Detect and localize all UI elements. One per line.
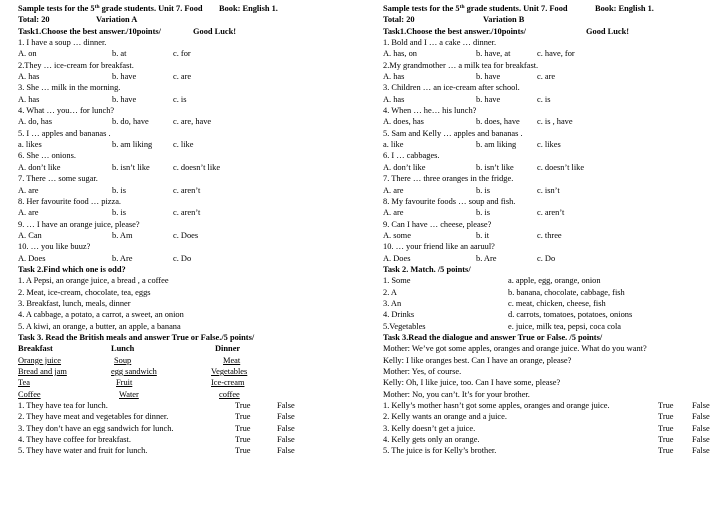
test-title-text bbox=[383, 3, 568, 14]
statement-text: 1. Kelly’s mother hasn’t got some apples, oranges and orange juice. bbox=[383, 401, 610, 411]
option-c: c. like bbox=[173, 140, 194, 150]
option-c: c. Do bbox=[537, 253, 556, 263]
answer-options-6 bbox=[383, 162, 713, 173]
match-right: e. juice, milk tea, pepsi, coca cola bbox=[508, 321, 622, 331]
true-false-statement bbox=[383, 400, 713, 411]
odd-one-item bbox=[18, 321, 360, 332]
option-c: c. likes bbox=[537, 140, 561, 150]
match-left: 4. Drinks bbox=[383, 310, 415, 320]
header-breakfast: Breakfast bbox=[18, 344, 53, 354]
option-c: c. have, for bbox=[537, 49, 575, 59]
option-c: c. doesn’t like bbox=[537, 162, 585, 172]
odd-one-item bbox=[18, 298, 360, 309]
false-option: False bbox=[692, 401, 710, 411]
meal-item: Bread and jam bbox=[18, 367, 67, 376]
meal-item: Soup bbox=[114, 355, 132, 365]
option-b: b. does, have bbox=[476, 117, 520, 127]
question-text: 10. … you like buuz? bbox=[18, 242, 91, 252]
option-b: b. is bbox=[476, 208, 490, 218]
false-option: False bbox=[277, 401, 295, 411]
question-5 bbox=[383, 128, 713, 139]
false-option: False bbox=[692, 423, 710, 433]
answer-options-2 bbox=[383, 71, 713, 82]
meal-item: coffee bbox=[219, 389, 240, 399]
odd-one-text: 5. A kiwi, an orange, a butter, an apple, a banana bbox=[18, 321, 181, 331]
match-row bbox=[383, 298, 713, 309]
statement-text: 3. They don’t have an egg sandwich for lunch. bbox=[18, 423, 174, 433]
true-false-statement bbox=[18, 445, 360, 456]
option-b: b. am liking bbox=[476, 140, 517, 150]
answer-options-1 bbox=[18, 48, 360, 59]
task2-heading bbox=[383, 264, 713, 275]
option-a: A. do, has bbox=[18, 117, 52, 127]
dialogue-line bbox=[383, 343, 713, 354]
option-a: A. don’t like bbox=[18, 162, 61, 172]
false-option: False bbox=[277, 446, 295, 456]
question-8 bbox=[383, 196, 713, 207]
title-post: grade students. Unit 7. Food bbox=[99, 4, 203, 13]
option-c: c. aren’t bbox=[537, 208, 565, 218]
match-row bbox=[383, 275, 713, 286]
header-lunch: Lunch bbox=[111, 344, 135, 354]
question-text: 8. My favourite foods … soup and fish. bbox=[383, 196, 516, 206]
option-b: b. is bbox=[112, 185, 126, 195]
variation-label: Variation A bbox=[96, 15, 138, 25]
question-text: 1. I have a soup … dinner. bbox=[18, 38, 107, 48]
match-left: 2. A bbox=[383, 287, 397, 297]
question-6 bbox=[18, 150, 360, 161]
odd-one-item bbox=[18, 275, 360, 286]
question-4 bbox=[18, 105, 360, 116]
test-title bbox=[18, 3, 360, 14]
option-a: A. has bbox=[383, 72, 405, 82]
question-1 bbox=[383, 37, 713, 48]
question-text: 5. Sam and Kelly … apples and bananas . bbox=[383, 128, 523, 138]
dialogue-line bbox=[383, 355, 713, 366]
dialogue-line bbox=[383, 366, 713, 377]
true-false-statement bbox=[18, 411, 360, 422]
option-a: A. are bbox=[18, 185, 39, 195]
odd-one-text: 1. A Pepsi, an orange juice, a bread , a coffee bbox=[18, 276, 169, 286]
match-right: c. meat, chicken, cheese, fish bbox=[508, 298, 606, 308]
question-text: 7. There … three oranges in the fridge. bbox=[383, 174, 514, 184]
option-b: b. is bbox=[112, 208, 126, 218]
option-c: c. are bbox=[537, 72, 556, 82]
question-text: 6. I … cabbages. bbox=[383, 151, 440, 161]
true-false-statement bbox=[18, 423, 360, 434]
true-false-statement bbox=[383, 434, 713, 445]
statement-text: 4. They have coffee for breakfast. bbox=[18, 435, 131, 445]
true-option: True bbox=[658, 401, 674, 411]
question-text: 8. Her favourite food … pizza. bbox=[18, 196, 122, 206]
option-b: b. have, at bbox=[476, 49, 511, 59]
answer-options-4 bbox=[18, 116, 360, 127]
task1-title: Task1.Choose the best answer./10points/ bbox=[18, 26, 161, 36]
question-3 bbox=[18, 82, 360, 93]
variation-b-column bbox=[383, 3, 713, 457]
answer-options-6 bbox=[18, 162, 360, 173]
dialogue-line bbox=[383, 377, 713, 388]
task2-heading bbox=[18, 264, 360, 275]
question-text: 1. Bold and I … a cake … dinner. bbox=[383, 38, 497, 48]
test-title-text bbox=[18, 3, 203, 14]
true-option: True bbox=[658, 423, 674, 433]
option-a: A. does, has bbox=[383, 117, 424, 127]
answer-options-9 bbox=[18, 230, 360, 241]
false-option: False bbox=[277, 423, 295, 433]
task3-heading bbox=[383, 332, 713, 343]
question-8 bbox=[18, 196, 360, 207]
book-label: Book: English 1. bbox=[595, 4, 654, 13]
option-b: b. is bbox=[476, 185, 490, 195]
match-row bbox=[383, 287, 713, 298]
answer-options-10 bbox=[18, 253, 360, 264]
option-b: b. have bbox=[476, 72, 501, 82]
option-b: b. it bbox=[476, 230, 490, 240]
odd-one-text: 4. A cabbage, a potato, a carrot, a sweet, an onion bbox=[18, 310, 184, 320]
option-b: b. have bbox=[112, 72, 137, 82]
question-text: 4. What … you… for lunch? bbox=[18, 106, 115, 116]
option-a: A. Can bbox=[18, 230, 42, 240]
option-c: c. are bbox=[173, 72, 192, 82]
meal-item: Coffee bbox=[18, 389, 41, 399]
question-text: 9. Can I have … cheese, please? bbox=[383, 219, 492, 229]
answer-options-5 bbox=[383, 139, 713, 150]
title-post: grade students. Unit 7. Food bbox=[464, 4, 568, 13]
question-text: 7. There … some sugar. bbox=[18, 174, 98, 184]
match-row bbox=[383, 321, 713, 332]
false-option: False bbox=[692, 446, 710, 456]
option-c: c. isn’t bbox=[537, 185, 560, 195]
option-c: c. Does bbox=[173, 230, 199, 240]
title-pre: Sample tests for the 5 bbox=[18, 4, 95, 13]
option-a: a. likes bbox=[18, 140, 42, 150]
false-option: False bbox=[692, 435, 710, 445]
question-9 bbox=[383, 219, 713, 230]
dialogue-text: Kelly: I like oranges best. Can I have an orange, please? bbox=[383, 355, 572, 365]
match-left: 3. An bbox=[383, 298, 402, 308]
meal-item: Ice-cream bbox=[211, 378, 245, 388]
match-row bbox=[383, 309, 713, 320]
option-b: b. isn’t like bbox=[476, 162, 514, 172]
true-option: True bbox=[658, 435, 674, 445]
statement-text: 5. The juice is for Kelly’s brother. bbox=[383, 446, 497, 456]
question-text: 9. … I have an orange juice, please? bbox=[18, 219, 140, 229]
option-b: b. Are bbox=[112, 253, 133, 263]
option-c: c. aren’t bbox=[173, 185, 201, 195]
option-c: c. aren’t bbox=[173, 208, 201, 218]
meals-table-row bbox=[18, 366, 360, 377]
option-c: c. for bbox=[173, 49, 191, 59]
question-10 bbox=[18, 241, 360, 252]
statement-text: 4. Kelly gets only an orange. bbox=[383, 435, 480, 445]
variation-label: Variation B bbox=[483, 15, 525, 25]
variation-a-column bbox=[18, 3, 360, 457]
match-right: d. carrots, tomatoes, potatoes, onions bbox=[508, 310, 633, 320]
false-option: False bbox=[277, 412, 295, 422]
option-a: A. are bbox=[383, 185, 404, 195]
question-text: 3. She … milk in the morning. bbox=[18, 83, 121, 93]
meals-table-header bbox=[18, 343, 360, 354]
match-right: b. banana, chocolate, cabbage, fish bbox=[508, 287, 625, 297]
task3-title: Task 3. Read the British meals and answer True or False./5 points/ bbox=[18, 332, 255, 342]
option-a: A. has bbox=[18, 94, 40, 104]
option-b: b. Are bbox=[476, 253, 497, 263]
meal-item: Meat bbox=[223, 355, 241, 365]
meal-item: egg sandwich bbox=[111, 367, 157, 376]
true-false-statement bbox=[383, 445, 713, 456]
question-text: 10. … your friend like an aaruul? bbox=[383, 242, 495, 252]
true-option: True bbox=[658, 412, 674, 422]
option-a: A. some bbox=[383, 230, 411, 240]
true-option: True bbox=[235, 423, 251, 433]
total-line bbox=[383, 14, 713, 25]
option-b: b. isn’t like bbox=[112, 162, 150, 172]
dialogue-line bbox=[383, 389, 713, 400]
question-10 bbox=[383, 241, 713, 252]
match-left: 5.Vegetables bbox=[383, 321, 426, 331]
question-text: 5. I … apples and bananas . bbox=[18, 128, 111, 138]
question-6 bbox=[383, 150, 713, 161]
task3-title: Task 3.Read the dialogue and answer True or False. /5 points/ bbox=[383, 332, 603, 342]
task2-title: Task 2.Find which one is odd? bbox=[18, 264, 126, 274]
header-dinner: Dinner bbox=[215, 344, 241, 354]
good-luck-text: Good Luck! bbox=[586, 26, 630, 36]
meal-item: Tea bbox=[18, 378, 30, 388]
statement-text: 2. Kelly wants an orange and a juice. bbox=[383, 412, 507, 422]
option-c: c. is , have bbox=[537, 117, 573, 127]
answer-options-10 bbox=[383, 253, 713, 264]
book-label: Book: English 1. bbox=[219, 4, 278, 13]
question-1 bbox=[18, 37, 360, 48]
option-a: A. has, on bbox=[383, 49, 417, 59]
question-text: 3. Children … an ice-cream after school. bbox=[383, 83, 520, 93]
option-c: c. doesn’t like bbox=[173, 162, 221, 172]
answer-options-2 bbox=[18, 71, 360, 82]
true-option: True bbox=[235, 446, 251, 456]
dialogue-text: Mother: Yes, of course. bbox=[383, 367, 462, 376]
true-option: True bbox=[235, 401, 251, 411]
question-2 bbox=[383, 60, 713, 71]
odd-one-text: 3. Breakfast, lunch, meals, dinner bbox=[18, 298, 131, 308]
option-c: c. Do bbox=[173, 253, 192, 263]
option-c: c. is bbox=[173, 94, 187, 104]
true-option: True bbox=[235, 412, 251, 422]
total-score: Total: 20 bbox=[18, 15, 50, 25]
option-b: b. am liking bbox=[112, 140, 153, 150]
option-a: a. like bbox=[383, 140, 404, 150]
title-sup: th bbox=[94, 4, 100, 10]
false-option: False bbox=[692, 412, 710, 422]
true-false-statement bbox=[383, 411, 713, 422]
true-false-statement bbox=[383, 423, 713, 434]
option-b: b. at bbox=[112, 49, 127, 59]
option-a: A. Does bbox=[18, 253, 46, 263]
answer-options-3 bbox=[18, 94, 360, 105]
option-a: A. on bbox=[18, 49, 37, 59]
title-sup: th bbox=[459, 4, 465, 10]
question-4 bbox=[383, 105, 713, 116]
answer-options-7 bbox=[18, 185, 360, 196]
answer-options-1 bbox=[383, 48, 713, 59]
option-b: b. do, have bbox=[112, 117, 149, 127]
test-title bbox=[383, 3, 713, 14]
task3-heading bbox=[18, 332, 360, 343]
answer-options-9 bbox=[383, 230, 713, 241]
question-3 bbox=[383, 82, 713, 93]
question-9 bbox=[18, 219, 360, 230]
statement-text: 2. They have meat and vegetables for dinner. bbox=[18, 412, 169, 422]
total-line bbox=[18, 14, 360, 25]
question-text: 6. She … onions. bbox=[18, 151, 76, 161]
question-2 bbox=[18, 60, 360, 71]
odd-one-item bbox=[18, 309, 360, 320]
option-a: A. Does bbox=[383, 253, 411, 263]
question-text: 2.My grandmother … a milk tea for breakfast. bbox=[383, 60, 539, 70]
task2-title: Task 2. Match. /5 points/ bbox=[383, 264, 471, 274]
option-a: A. don’t like bbox=[383, 162, 426, 172]
meals-table-row bbox=[18, 389, 360, 400]
answer-options-8 bbox=[18, 207, 360, 218]
option-a: A. has bbox=[383, 94, 405, 104]
question-7 bbox=[18, 173, 360, 184]
true-false-statement bbox=[18, 434, 360, 445]
answer-options-3 bbox=[383, 94, 713, 105]
task1-heading bbox=[383, 26, 713, 37]
question-text: 4. When … he… his lunch? bbox=[383, 106, 477, 116]
question-text: 2.They … ice-cream for breakfast. bbox=[18, 60, 134, 70]
dialogue-text: Mother: We’ve got some apples, oranges and orange juice. What do you want? bbox=[383, 344, 647, 354]
odd-one-item bbox=[18, 287, 360, 298]
dialogue-text: Kelly: Oh, I like juice, too. Can I have some, please? bbox=[383, 378, 561, 388]
meals-table-row bbox=[18, 355, 360, 366]
option-b: b. Am bbox=[112, 230, 133, 240]
question-5 bbox=[18, 128, 360, 139]
answer-options-7 bbox=[383, 185, 713, 196]
total-score: Total: 20 bbox=[383, 15, 415, 25]
answer-options-4 bbox=[383, 116, 713, 127]
false-option: False bbox=[277, 435, 295, 445]
meal-item: Orange juice bbox=[18, 355, 62, 365]
option-c: c. is bbox=[537, 94, 551, 104]
option-b: b. have bbox=[112, 94, 137, 104]
statement-text: 5. They have water and fruit for lunch. bbox=[18, 446, 148, 456]
true-option: True bbox=[658, 446, 674, 456]
true-false-statement bbox=[18, 400, 360, 411]
option-b: b. have bbox=[476, 94, 501, 104]
task1-heading bbox=[18, 26, 360, 37]
option-a: A. has bbox=[18, 72, 40, 82]
meal-item: Water bbox=[119, 389, 139, 399]
dialogue-text: Mother: No, you can’t. It’s for your brother. bbox=[383, 389, 530, 399]
option-a: A. are bbox=[383, 208, 404, 218]
option-a: A. are bbox=[18, 208, 39, 218]
meal-item: Vegetables bbox=[211, 367, 248, 376]
match-right: a. apple, egg, orange, onion bbox=[508, 276, 601, 286]
statement-text: 1. They have tea for lunch. bbox=[18, 401, 108, 411]
question-7 bbox=[383, 173, 713, 184]
odd-one-text: 2. Meat, ice-cream, chocolate, tea, eggs bbox=[18, 287, 151, 297]
option-c: c. are, have bbox=[173, 117, 212, 127]
title-pre: Sample tests for the 5 bbox=[383, 4, 460, 13]
match-left: 1. Some bbox=[383, 276, 411, 286]
task1-title: Task1.Choose the best answer./10points/ bbox=[383, 26, 526, 36]
answer-options-5 bbox=[18, 139, 360, 150]
good-luck-text: Good Luck! bbox=[193, 26, 237, 36]
meals-table-row bbox=[18, 377, 360, 388]
answer-options-8 bbox=[383, 207, 713, 218]
option-c: c. three bbox=[537, 230, 562, 240]
statement-text: 3. Kelly doesn’t get a juice. bbox=[383, 423, 476, 433]
meal-item: Fruit bbox=[116, 378, 133, 388]
true-option: True bbox=[235, 435, 251, 445]
